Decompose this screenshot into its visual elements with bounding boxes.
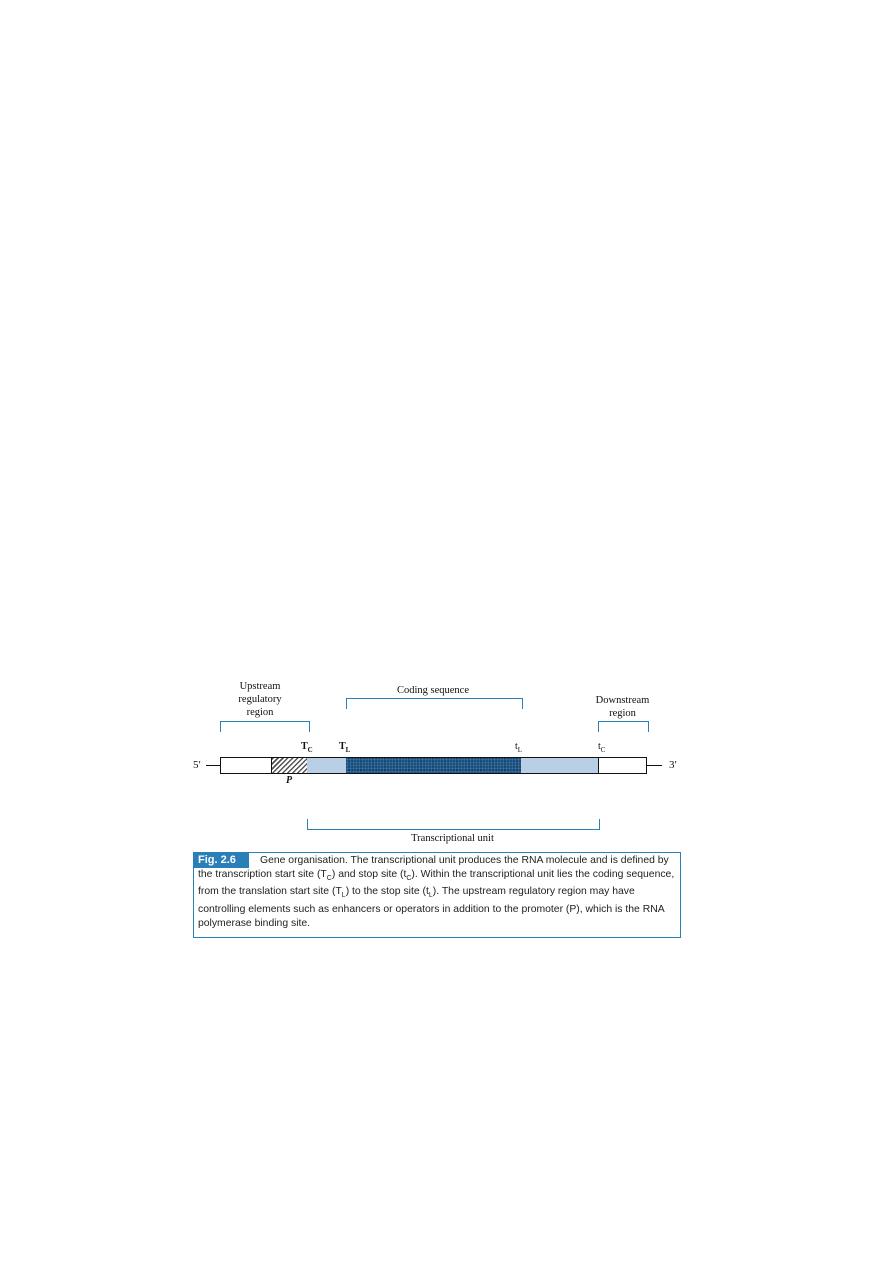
caption-segment: ) to the stop site (t [345,886,429,898]
transcriptional-unit-bracket [307,819,600,830]
site-letter: T [339,741,346,752]
caption-subscript: L [428,892,433,900]
site-letter: t [598,741,601,752]
caption-segment: Gene organisation. The transcriptional unit produces the RNA molecule and is defined by the transcription start site (T [198,855,669,880]
site-subscript: C [307,746,313,754]
figure-number-tag: Fig. 2.6 [194,853,249,868]
caption-segment: ). Within the transcriptional unit lies the coding sequence, from the translation start site (T [198,868,675,898]
upstream-bracket [220,721,310,732]
translation-start-label [339,741,350,754]
three-prime-label: 3′ [669,759,677,771]
downstream-region-label [580,694,665,720]
upstream-label-line3: region [246,707,274,718]
caption-segment: ). The upstream regulatory region may have controlling elements such as enhancers or operators in addition to the promoter (P), which is the RNA polymerase binding site. [198,886,665,929]
site-subscript: L [345,746,351,754]
transcription-start-label [301,741,313,754]
transcription-stop-label [598,741,605,754]
caption-subscript: C [406,874,412,882]
five-prime-label: 5′ [193,759,201,771]
five-prime-line [206,765,220,766]
three-prime-line [646,765,662,766]
caption-subscript: C [326,874,332,882]
site-letter: T [301,741,308,752]
coding-bracket [346,698,523,709]
promoter-segment [271,757,308,774]
caption-subscript: L [341,892,346,900]
translation-stop-label [515,741,522,754]
site-letter: t [515,741,518,752]
five-prime-utr-segment [307,757,347,774]
upstream-region-label [222,680,298,719]
site-subscript: C [600,746,606,754]
downstream-label-line1: Downstream [595,695,650,706]
promoter-label: P [286,775,293,786]
upstream-label-line1: Upstream [239,681,281,692]
upstream-label-line2: regulatory [238,694,282,705]
downstream-segment [598,757,647,774]
coding-segment [346,757,522,774]
transcriptional-unit-label: Transcriptional unit [411,833,494,844]
three-prime-utr-segment [521,757,599,774]
coding-sequence-label: Coding sequence [396,685,470,696]
upstream-segment [220,757,272,774]
downstream-label-line2: region [609,708,636,719]
caption-segment: ) and stop site (t [331,868,407,880]
downstream-bracket [598,721,649,732]
caption-text [198,854,676,930]
site-subscript: L [517,746,523,754]
figure-caption [193,852,681,938]
